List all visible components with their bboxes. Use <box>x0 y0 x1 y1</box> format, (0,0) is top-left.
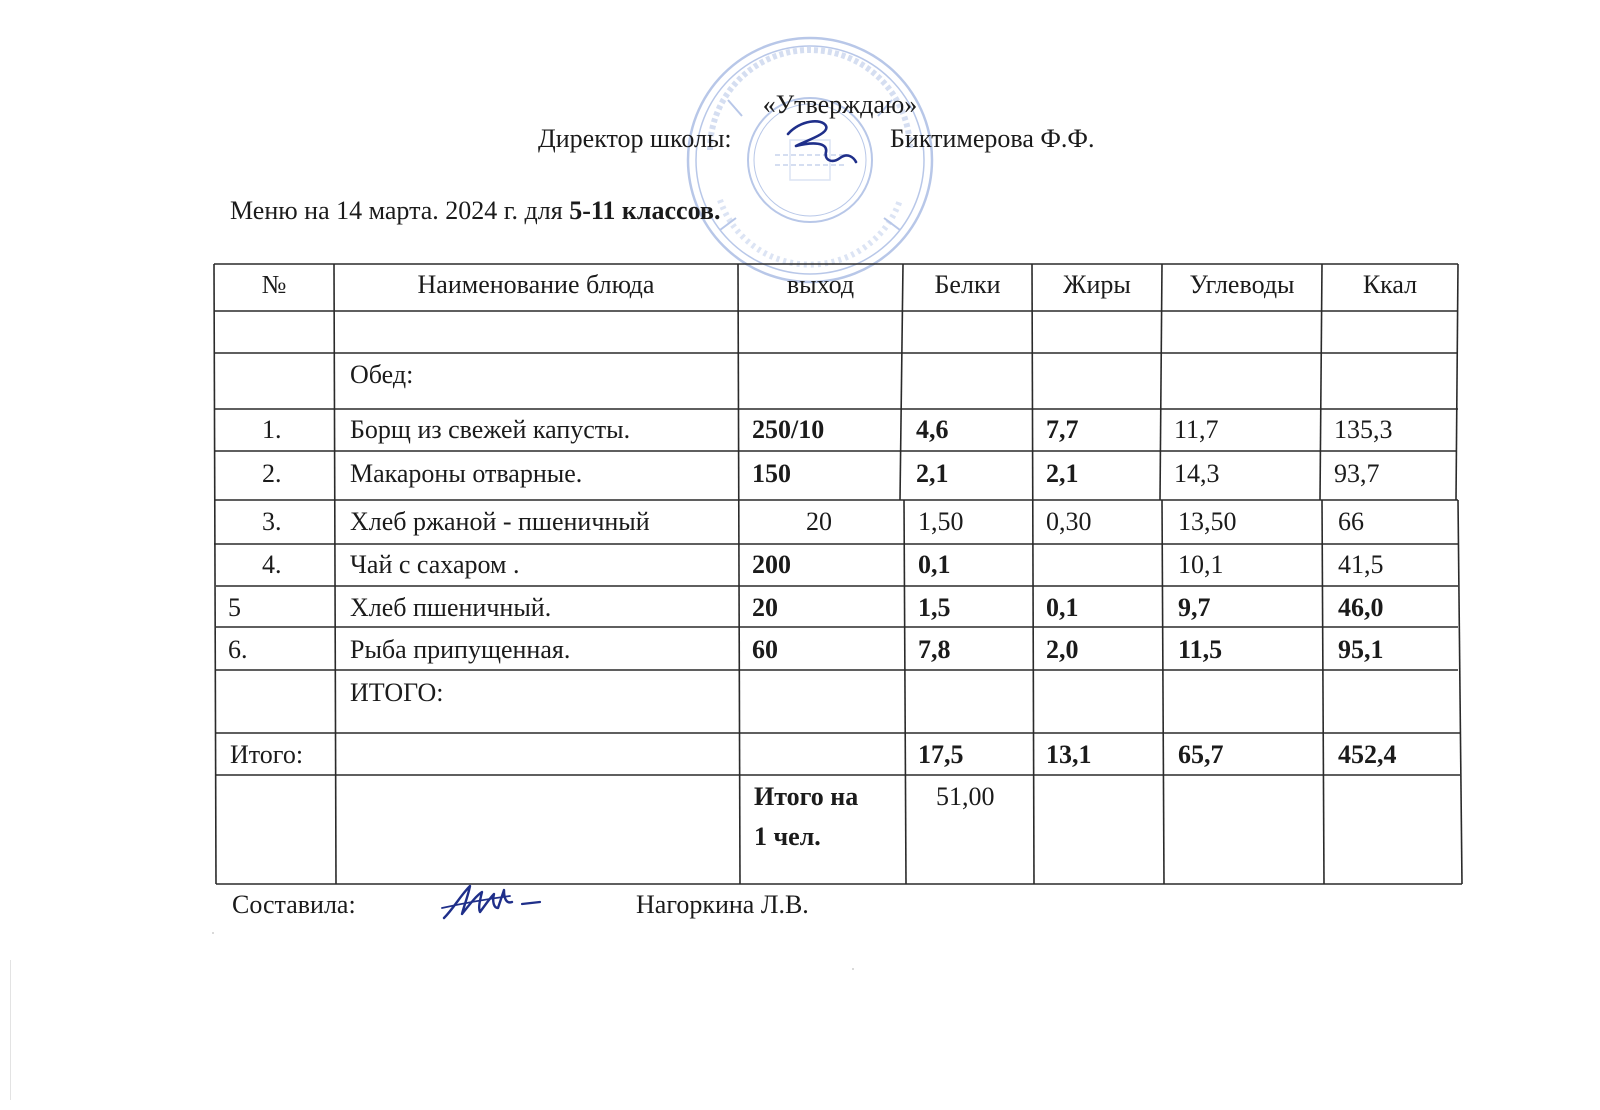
menu-title <box>230 196 720 226</box>
row-carbs: 10,1 <box>1178 550 1224 579</box>
row-carbs: 11,7 <box>1174 415 1219 444</box>
per-person-label-line1: Итого на <box>754 782 859 811</box>
total-protein: 17,5 <box>918 740 964 769</box>
total-fat: 13,1 <box>1046 740 1092 769</box>
row-protein: 4,6 <box>916 415 949 444</box>
col-header-kcal: Ккал <box>1362 270 1418 299</box>
row-number: 4. <box>262 550 282 579</box>
compiler-label: Составила: <box>232 890 356 919</box>
row-protein: 1,5 <box>918 593 951 622</box>
row-dish-name: Хлеб ржаной - пшеничный <box>350 507 650 536</box>
row-number: 3. <box>262 507 282 536</box>
row-carbs: 9,7 <box>1178 593 1211 622</box>
row-dish-name: Борщ из свежей капусты. <box>350 415 631 444</box>
row-dish-name: Рыба припущенная. <box>350 635 571 664</box>
row-protein: 1,50 <box>918 507 964 536</box>
row-fat: 0,1 <box>1046 593 1079 622</box>
director-signature-icon <box>782 112 862 170</box>
row-carbs: 11,5 <box>1178 635 1223 664</box>
total-kcal: 452,4 <box>1338 740 1397 769</box>
compiler-name: Нагоркина Л.В. <box>636 890 809 919</box>
per-person-label-line2: 1 чел. <box>754 822 821 851</box>
row-number: 2. <box>262 459 282 488</box>
row-kcal: 95,1 <box>1338 635 1384 664</box>
row-kcal: 66 <box>1338 507 1364 536</box>
col-header-output: выход <box>786 270 855 299</box>
per-person-value: 51,00 <box>936 782 995 811</box>
row-output: 60 <box>752 635 778 664</box>
row-dish-name: Чай с сахаром . <box>350 550 520 579</box>
compiler-signature-icon <box>440 878 550 922</box>
menu-title-classes: 5-11 классов. <box>569 196 721 225</box>
total-label: Итого: <box>230 740 304 769</box>
row-number: 5 <box>228 593 241 622</box>
scan-speck <box>212 932 214 934</box>
row-kcal: 46,0 <box>1338 593 1384 622</box>
col-header-protein: Белки <box>934 270 1001 299</box>
col-header-fat: Жиры <box>1063 270 1131 299</box>
row-carbs: 14,3 <box>1174 459 1220 488</box>
row-carbs: 13,50 <box>1178 507 1237 536</box>
row-output: 250/10 <box>752 415 825 444</box>
row-fat: 0,30 <box>1046 507 1092 536</box>
col-header-dish-name: Наименование блюда <box>417 270 655 299</box>
scan-speck <box>852 968 854 970</box>
director-name: Биктимерова Ф.Ф. <box>890 124 1095 153</box>
row-output: 200 <box>752 550 791 579</box>
col-header-carbs: Углеводы <box>1189 270 1295 299</box>
subtotal-label: ИТОГО: <box>350 678 444 707</box>
compiler-line <box>232 890 809 920</box>
approval-heading: «Утверждаю» <box>762 90 918 119</box>
row-fat: 2,1 <box>1046 459 1079 488</box>
row-protein: 2,1 <box>916 459 949 488</box>
row-kcal: 135,3 <box>1334 415 1393 444</box>
row-kcal: 41,5 <box>1338 550 1384 579</box>
row-fat: 2,0 <box>1046 635 1079 664</box>
row-protein: 0,1 <box>918 550 951 579</box>
scan-edge-line <box>10 960 11 1100</box>
row-number: 6. <box>228 635 248 664</box>
director-role: Директор школы: <box>538 124 732 153</box>
row-number: 1. <box>262 415 282 444</box>
row-dish-name: Хлеб пшеничный. <box>350 593 552 622</box>
row-output: 20 <box>806 507 832 536</box>
row-output: 20 <box>752 593 778 622</box>
total-carbs: 65,7 <box>1178 740 1224 769</box>
menu-title-date: Меню на 14 марта. 2024 г. для <box>230 196 570 225</box>
section-label-lunch: Обед: <box>350 360 414 389</box>
row-kcal: 93,7 <box>1334 459 1380 488</box>
row-protein: 7,8 <box>918 635 951 664</box>
row-fat: 7,7 <box>1046 415 1079 444</box>
col-header-number: № <box>261 270 287 299</box>
row-dish-name: Макароны отварные. <box>350 459 583 488</box>
row-output: 150 <box>752 459 791 488</box>
